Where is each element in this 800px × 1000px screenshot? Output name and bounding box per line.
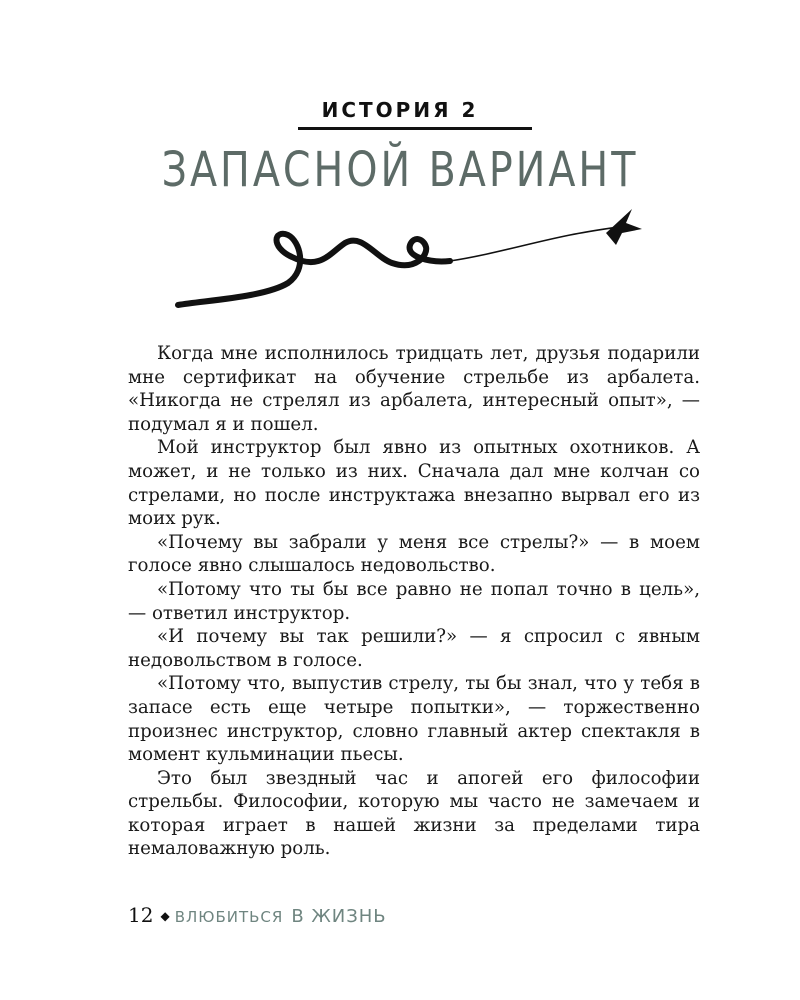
paragraph: «И почему вы так решили?» — я спросил с явным недовольством в голосе.	[128, 626, 700, 671]
running-title: ВЛЮБИТЬСЯ	[174, 908, 284, 926]
chapter-divider	[298, 127, 532, 130]
running-title-emphasis: В ЖИЗНЬ	[291, 906, 387, 927]
paragraph: Это был звездный час и апогей его философии стрельбы. Философии, которую мы часто не замечаем и которая играет в нашей жизни за пределами тира немаловажную роль.	[128, 767, 700, 860]
paragraph: Мой инструктор был явно из опытных охотников. А может, и не только из них. Сначала дал мне колчан со стрелами, но после инструктажа внезапно вырвал его из моих рук.	[128, 437, 700, 530]
chapter-label: ИСТОРИЯ 2	[321, 98, 479, 122]
story-text	[128, 342, 700, 861]
paragraph: Когда мне исполнилось тридцать лет, друзья подарили мне сертификат на обучение стрельбе из арбалета. «Никогда не стрелял из арбалета, интересный опыт», — подумал я и пошел.	[128, 343, 700, 435]
paragraph: «Потому что ты бы все равно не попал точно в цель», — ответил инструктор.	[128, 578, 700, 624]
page-number: 12	[128, 903, 154, 927]
arrow-flight-path-icon	[170, 205, 650, 320]
paragraph: «Почему вы забрали у меня все стрелы?» — в моем голосе явно слышалось недовольство.	[128, 531, 700, 577]
page-footer	[128, 903, 387, 933]
paragraph: «Потому что, выпустив стрелу, ты бы знал, что у тебя в запасе есть еще четыре попытки», — торжественно произнес инструктор, словно главный актер спектакля в момент кульминации пьесы.	[128, 673, 700, 766]
diamond-separator-icon: ◆	[160, 909, 170, 923]
chapter-title: ЗАПАСНОЙ ВАРИАНТ	[161, 142, 639, 199]
